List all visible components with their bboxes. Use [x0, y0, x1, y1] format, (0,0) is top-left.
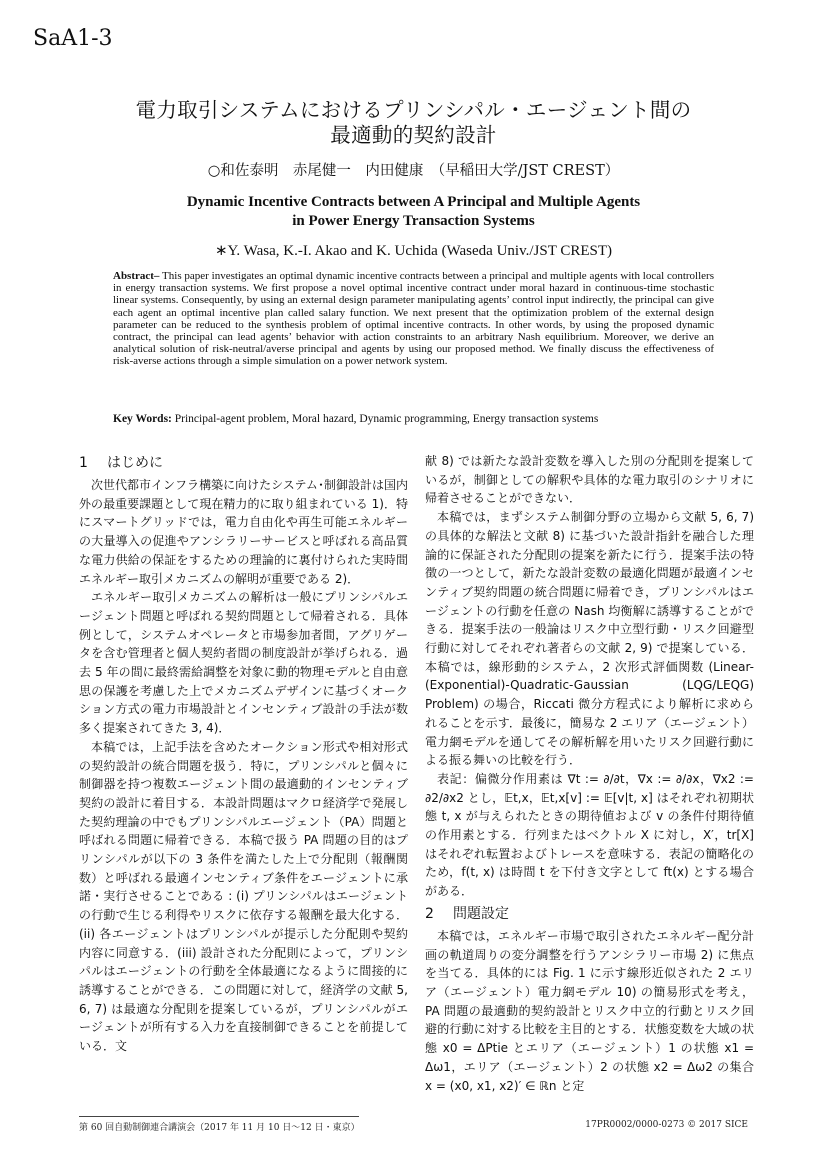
abstract-label: Abstract– [113, 270, 160, 282]
section-1-paragraph-1: 次世代都市インフラ構築に向けたシステム･制御設計は国内外の最重要課題として現在精力的に取り組まれている 1)．特にスマートグリッドでは，電力自由化や再生可能エネルギーの大量導入の促進やアンシラリーサービスと呼ばれる高品質な電力供給の保証をするための理論的に裏付けられた実時間エネルギー取引メカニズムの解明が重要である 2)． [79, 478, 408, 586]
session-code: SaA1-3 [33, 26, 113, 51]
section-2-heading [425, 903, 754, 925]
title-en-line1: Dynamic Incentive Contracts between A Principal and Multiple Agents [186, 194, 641, 210]
title-en-line2: in Power Energy Transaction Systems [292, 213, 535, 229]
section-1-heading [79, 452, 408, 474]
section-1-number: 1 [79, 455, 88, 471]
section-1-paragraph-4: 本稿では，まずシステム制御分野の立場から文献 5, 6, 7) の具体的な解法と文献 8) に基づいた設計指針を融合した理論的に保証された分配則の提案を新たに行う．提案手法の特徴の一つとして，新たな設計変数の最適化問題が最適インセンティブ契約問題の統合問題に帰着でき，プリンシパルはエージェントの行動を任意の Nash 均衡解に誘導することができる．提案手法の一般論はリスク中立型行動・リスク回避型行動に対してそれぞれ著者らの文献 2, 9) で提案している．本稿では，線形動的システム，2 次形式評価関数 (Linear-(Exponential)-Quadratic-Gaussian (LQG/LEQG) Problem) の場合，Riccati 微分方程式により解析に求められることを示す．最後に，簡易な 2 エリア（エージェント）電力網モデルを通してその解析解を用いたリスク回避行動による振る舞いの比較を行う． [425, 510, 754, 768]
keywords-text: Principal-agent problem, Moral hazard, Dynamic programming, Energy transaction systems [171, 413, 599, 425]
section-2-title: 問題設定 [453, 905, 509, 922]
section-1-paragraph-3-continued: 献 8) では新たな設計変数を導入した別の分配則を提案しているが，制御としての解釈や具体的な電力取引のシナリオに帰着させることができない． [425, 454, 754, 506]
authors-japanese: ○和佐泰明 赤尾健一 内田健康 （早稲田大学/JST CREST） [207, 163, 620, 179]
footer-divider [79, 1116, 359, 1117]
footer-conference-info: 第 60 回自動制御連合講演会（2017 年 11 月 10 日〜12 日・東京） [79, 1123, 360, 1133]
abstract-text: This paper investigates an optimal dynamic incentive contracts between a principal and multiple agents with local controllers in energy transaction systems. We first propose a novel optimal incentive contract under moral hazard in continuous-time stochastic linear systems. Consequently, by using an external design parameter manipulating agents’ control input indirectly, the principal can give each agent an optimal incentive plan called salary function. We next present that the optimization problem of the external design parameter can be reduced to the synthesis problem of optimal incentive contracts. In other words, by using the proposed dynamic contract, the principal can lead agents’ behavior with action constraints to an arbitrary Nash equilibrium. Moreover, we derive an analytical solution of risk-neutral/averse principal and agents by using our proposed method. We finally discuss the effectiveness of risk-averse actions through a simple simulation on a power network system. [113, 270, 714, 368]
abstract [113, 270, 714, 368]
right-column [425, 452, 754, 1095]
notation-paragraph: 表記：偏微分作用素は ∇t := ∂/∂t，∇x := ∂/∂x，∇x2 := ∂2/∂x2 とし，𝔼t,x，𝔼t,x[v] := 𝔼[v|t, x] はそれぞれ初期状態 t, x が与えられたときの期待値および v の条件付期待値の作用素とする．行列またはベクトル X に対し，X′，tr[X] はそれぞれ転置およびトレースを意味する．表記の簡略化のため，f(t, x) は時間 t を下付き文字として ft(x) とする場合がある． [425, 771, 754, 899]
section-2-paragraph-1: 本稿では，エネルギー市場で取引されたエネルギー配分計画の軌道周りの変分調整を行うアンシラリー市場 2) に焦点を当てる．具体的には Fig. 1 に示す線形近似された 2 エリア（エージェント）電力網モデル 10) の簡易形式を考え，PA 問題の最適動的契約設計とリスク中立的行動とリスク回避的行動に対する比較を主目的とする．状態変数を大域の状態 x0 = ΔPtie とエリア（エージェント）1 の状態 x1 = Δω1，エリア（エージェント）2 の状態 x2 = Δω2 の集合 x = (x0, x1, x2)′ ∈ ℝn と定 [425, 928, 754, 1093]
section-1-paragraph-3: 本稿では，上記手法を含めたオークション形式や相対形式の契約設計の統合問題を扱う．特に，プリンシパルと個々に制御器を持つ複数エージェント間の最適動的インセンティブ契約の設計に着目する．本設計問題はマクロ経済学で発展した契約理論の中でもプリンシパルエージェント（PA）問題と呼ばれる問題に帰着できる．本稿で扱う PA 問題の目的はプリンシパルが以下の 3 条件を満たした上で分配則（報酬関数）と呼ばれる最適インセンティブ条件をエージェントに承諾・実行させることである : (i) プリンシパルはエージェントの行動で生じる利得やリスクに依存する報酬を最大化する．(ii) 各エージェントはプリンシパルが提示した分配則や契約内容に同意する．(iii) 設計された分配則によって，プリンシパルはエージェントの行動を全体最適になるように間接的に誘導することができる．この問題に対して，経済学の文献 5, 6, 7) は最適な分配則を提案しているが，プリンシパルがエージェントが所有する入力を直接制御できることを前提している．文 [79, 739, 408, 1054]
paper-title-english [60, 193, 767, 231]
title-ja-line1: 電力取引システムにおけるプリンシパル・エージェント間の [135, 98, 692, 122]
title-ja-line2: 最適動的契約設計 [330, 123, 497, 147]
section-1-title: はじめに [107, 455, 163, 471]
paper-title-japanese [60, 98, 767, 148]
authors-english: ∗Y. Wasa, K.-I. Akao and K. Uchida (Waseda Univ./JST CREST) [214, 243, 613, 259]
left-column [79, 452, 408, 1056]
section-2-number: 2 [425, 905, 434, 922]
footer-copyright: 17PR0002/0000-0273 © 2017 SICE [585, 1120, 748, 1130]
keywords [113, 413, 714, 425]
keywords-label: Key Words: [113, 413, 172, 425]
section-1-paragraph-2: エネルギー取引メカニズムの解析は一般にプリンシパルエージェント問題と呼ばれる契約問題として帰着される．具体例として，システムオペレータと市場参加者間，アグリゲータを含む管理者と個人契約者間の制度設計が挙げられる．過去 5 年の間に最終需給調整を対象に動的物理モデルと自由意思の保護を考慮した上でメカニズムデザインに基づくオークション方式の電力市場設計とインセンティブ設計の手法が数多く提案されてきた 3, 4)． [79, 590, 408, 736]
